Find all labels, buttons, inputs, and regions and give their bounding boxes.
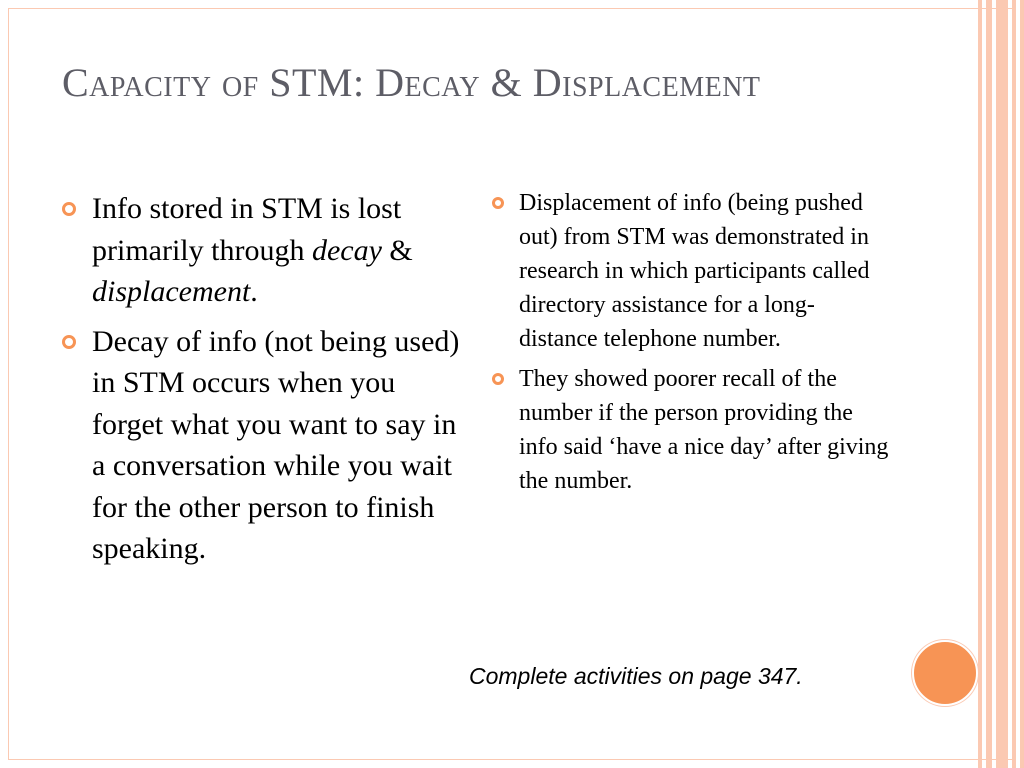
decor-stripe <box>1020 0 1024 768</box>
ring-bullet-icon <box>492 197 504 209</box>
decor-stripe <box>996 0 1008 768</box>
bullet-text-end: . <box>250 275 258 308</box>
slide-title: Capacity of STM: Decay & Displacement <box>62 60 761 105</box>
bullet-item <box>62 188 462 313</box>
activity-note: Complete activities on page 347. <box>469 663 803 689</box>
ring-bullet-icon <box>62 202 76 216</box>
left-bullet-list <box>62 188 462 570</box>
bullet-text-mid: & <box>381 233 413 267</box>
bullet-text: Decay of info (not being used) in STM occurs when you forget what you want to say in a conversation while you wait for the other person to finish speaking. <box>92 324 460 565</box>
emphasis-decay: decay <box>311 233 382 267</box>
left-column <box>62 188 462 578</box>
decor-stripe <box>986 0 992 768</box>
right-column <box>492 186 892 504</box>
emphasis-displacement: displacement <box>92 275 251 308</box>
bullet-item <box>492 362 892 498</box>
decor-circle <box>912 640 978 706</box>
decor-stripe <box>978 0 982 768</box>
ring-bullet-icon <box>492 373 504 385</box>
bullet-text: Displacement of info (being pushed out) from STM was demonstrated in research in which participants called directory assistance for a long-distance telephone number. <box>519 190 870 352</box>
right-bullet-list <box>492 186 892 498</box>
bullet-text-start: Info stored in STM is lost primarily through <box>92 192 402 267</box>
bullet-item <box>492 186 892 356</box>
ring-bullet-icon <box>62 335 76 349</box>
decor-stripe <box>1012 0 1016 768</box>
bullet-text: They showed poorer recall of the number if the person providing the info said ‘have a nice day’ after giving the number. <box>519 366 889 494</box>
bullet-item <box>62 321 462 570</box>
